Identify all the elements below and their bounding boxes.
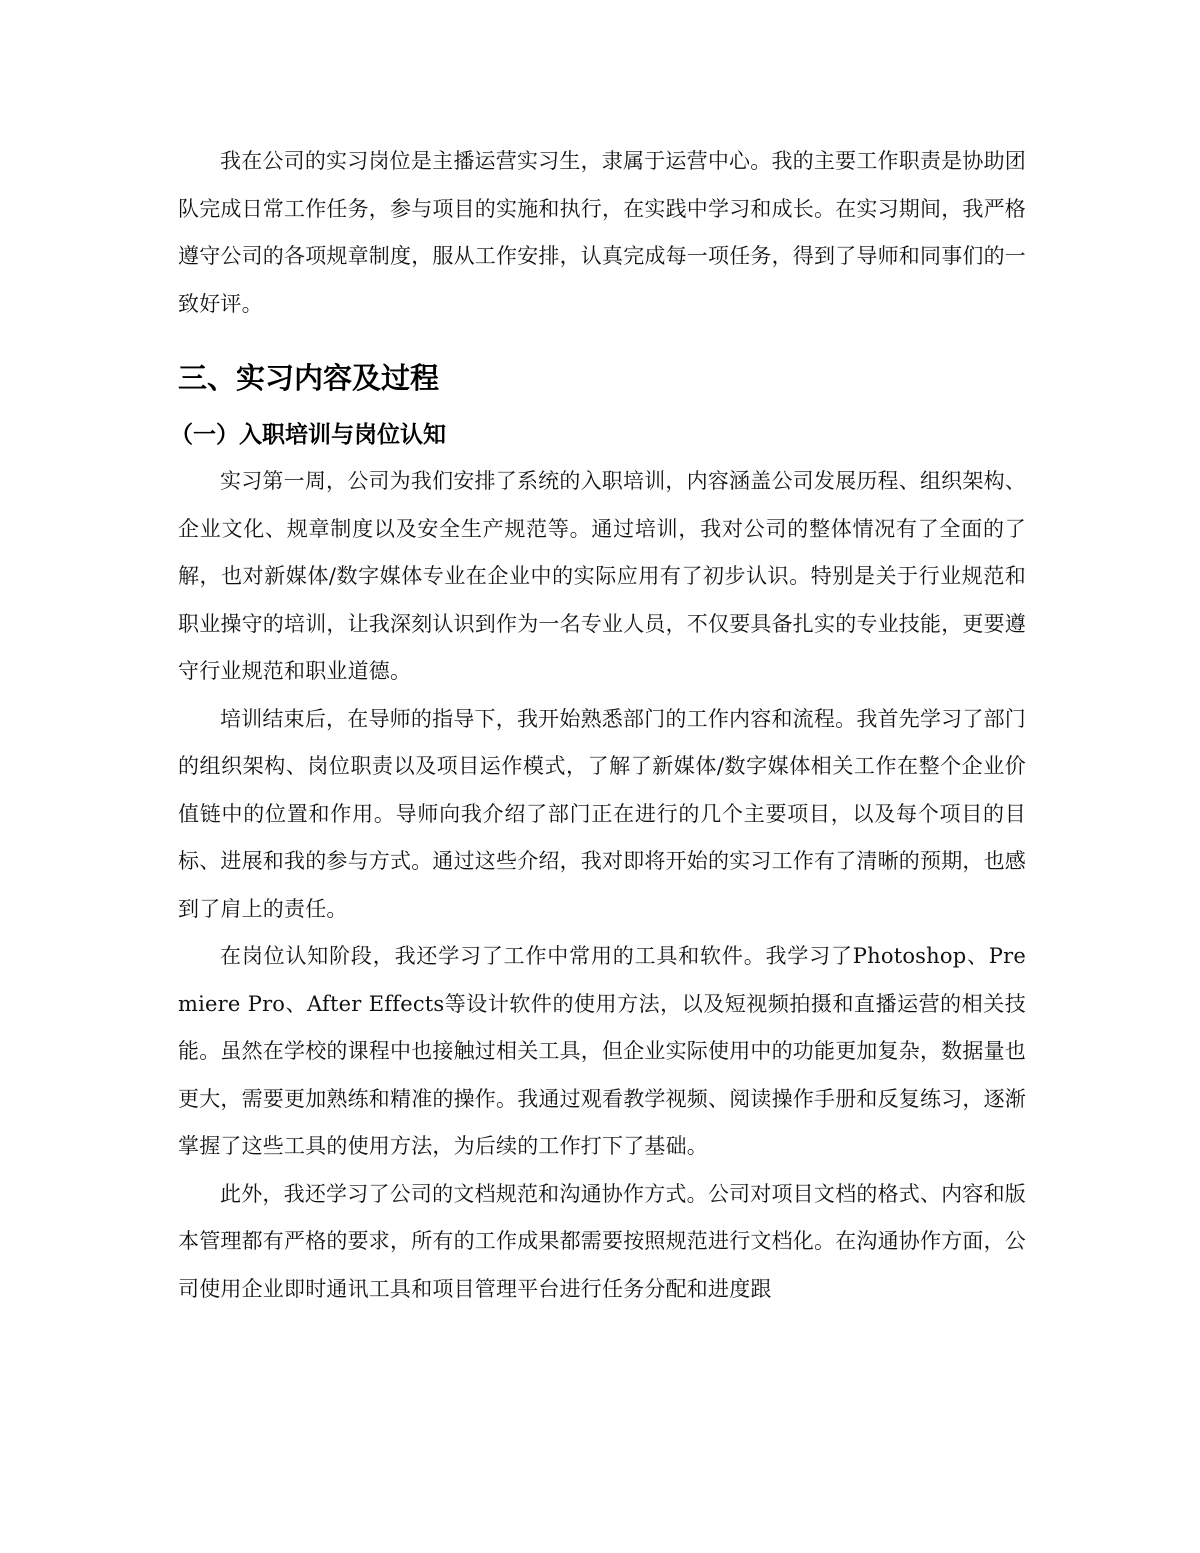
paragraph-internship-role: 我在公司的实习岗位是主播运营实习生，隶属于运营中心。我的主要工作职责是协助团队完成日常工作任务，参与项目的实施和执行，在实践中学习和成长。在实习期间，我严格遵守公司的各项规章制度，服从工作安排，认真完成每一项任务，得到了导师和同事们的一致好评。 bbox=[178, 149, 1026, 316]
paragraph-department-familiarization: 培训结束后，在导师的指导下，我开始熟悉部门的工作内容和流程。我首先学习了部门的组织架构、岗位职责以及项目运作模式，了解了新媒体/数字媒体相关工作在整个企业价值链中的位置和作用。导师向我介绍了部门正在进行的几个主要项目，以及每个项目的目标、进展和我的参与方式。通过这些介绍，我对即将开始的实习工作有了清晰的预期，也感到了肩上的责任。 bbox=[178, 706, 1026, 921]
section-title-internship-content: 三、实习内容及过程 bbox=[178, 361, 440, 395]
paragraph-onboarding-training: 实习第一周，公司为我们安排了系统的入职培训，内容涵盖公司发展历程、组织架构、企业文化、规章制度以及安全生产规范等。通过培训，我对公司的整体情况有了全面的了解，也对新媒体/数字媒体专业在企业中的实际应用有了初步认识。特别是关于行业规范和职业操守的培训，让我深刻认识到作为一名专业人员，不仅要具备扎实的专业技能，更要遵守行业规范和职业道德。 bbox=[178, 469, 1026, 683]
document-body bbox=[170, 138, 1026, 1313]
paragraph-documentation-collaboration: 此外，我还学习了公司的文档规范和沟通协作方式。公司对项目文档的格式、内容和版本管理都有严格的要求，所有的工作成果都需要按照规范进行文档化。在沟通协作方面，公司使用企业即时通讯工具和项目管理平台进行任务分配和进度跟 bbox=[178, 1181, 1026, 1301]
paragraph-tools-software: 在岗位认知阶段，我还学习了工作中常用的工具和软件。我学习了Photoshop、Premiere Pro、After Effects等设计软件的使用方法，以及短视频拍摄和直播运营的相关技能。虽然在学校的课程中也接触过相关工具，但企业实际使用中的功能更加复杂，数据量也更大，需要更加熟练和精准的操作。我通过观看教学视频、阅读操作手册和反复练习，逐渐掌握了这些工具的使用方法，为后续的工作打下了基础。 bbox=[178, 944, 1026, 1158]
subsection-title-onboarding: （一）入职培训与岗位认知 bbox=[170, 422, 446, 448]
